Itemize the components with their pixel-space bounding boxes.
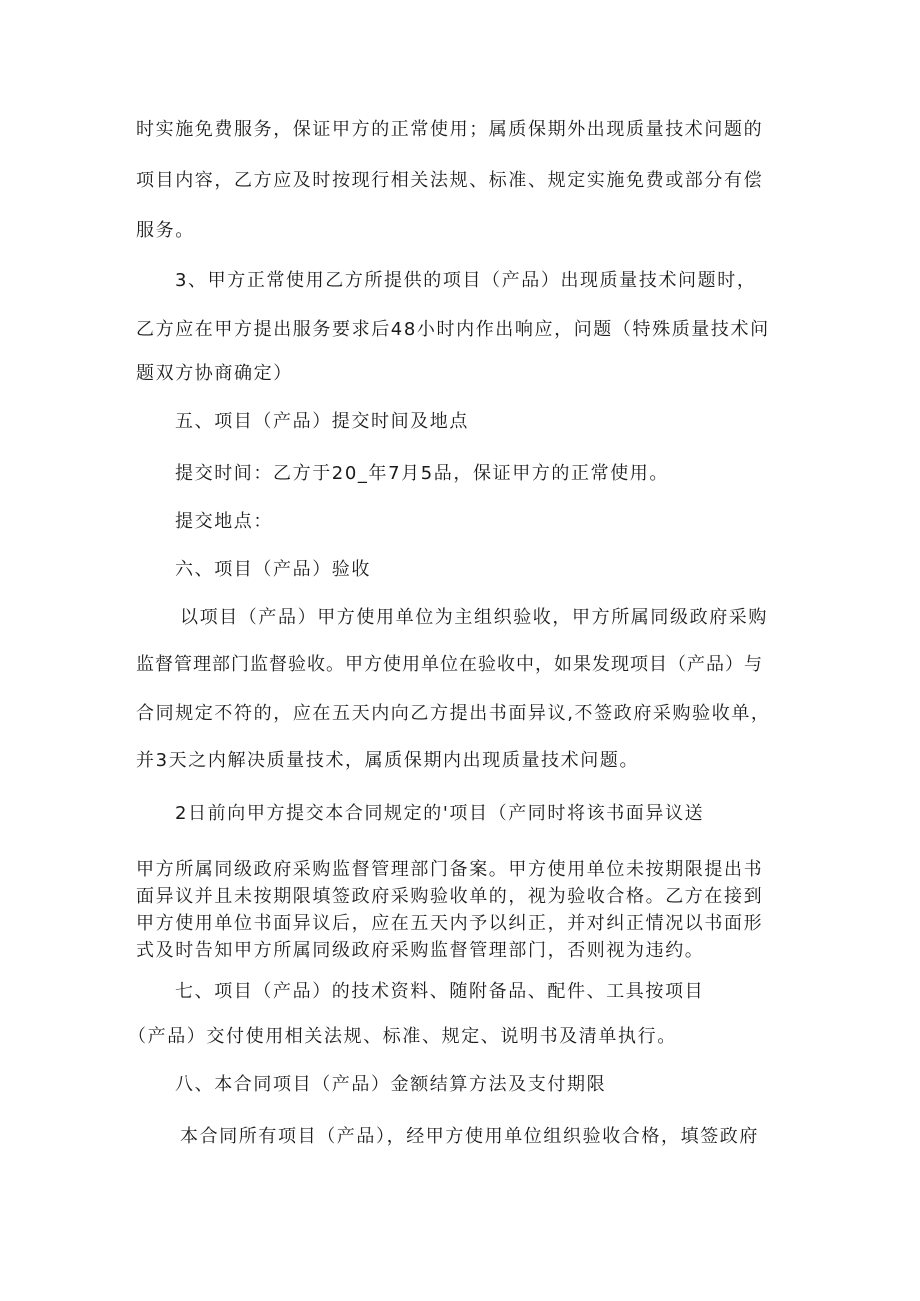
text-line: 并3天之内解决质量技术，属质保期内出现质量技术问题。 <box>136 750 640 771</box>
text-line: 乙方应在甲方提出服务要求后48小时内作出响应，问题（特殊质量技术问 <box>136 319 770 340</box>
text-line: （产品）交付使用相关法规、标准、规定、说明书及清单执行。 <box>128 1026 677 1047</box>
text-line: 时实施免费服务，保证甲方的正常使用；属质保期外出现质量技术问题的 <box>136 119 764 140</box>
text-line: 提交地点： <box>175 511 273 532</box>
section-heading: 六、项目（产品）验收 <box>175 559 371 580</box>
text-line: 监督管理部门监督验收。甲方使用单位在验收中，如果发现项目（产品）与 <box>136 654 763 675</box>
text-line: 式及时告知甲方所属同级政府采购监督管理部门，否则视为违约。 <box>136 940 705 961</box>
text-line: 合同规定不符的，应在五天内向乙方提出书面异议,不签政府采购验收单， <box>136 703 771 724</box>
text-line: 服务。 <box>136 220 195 241</box>
text-line: 以项目（产品）甲方使用单位为主组织验收，甲方所属同级政府采购 <box>180 607 768 628</box>
section-heading: 五、项目（产品）提交时间及地点 <box>175 411 469 432</box>
section-heading: 七、项目（产品）的技术资料、随附备品、配件、工具按项目 <box>175 981 705 1002</box>
text-line: 3、甲方正常使用乙方所提供的项目（产品）出现质量技术问题时， <box>175 270 757 291</box>
text-line: 面异议并且未按期限填签政府采购验收单的，视为验收合格。乙方在接到 <box>136 886 764 907</box>
text-line: 项目内容，乙方应及时按现行相关法规、标准、规定实施免费或部分有偿 <box>136 170 764 191</box>
text-line: 本合同所有项目（产品），经甲方使用单位组织验收合格，填签政府 <box>180 1126 759 1147</box>
text-line: 2日前向甲方提交本合同规定的'项目（产同时将该书面异议送 <box>175 803 705 824</box>
section-heading: 八、本合同项目（产品）金额结算方法及支付期限 <box>175 1074 607 1095</box>
text-line: 提交时间：乙方于20_年7月5品，保证甲方的正常使用。 <box>175 463 670 484</box>
text-line: 甲方使用单位书面异议后，应在五天内予以纠正，并对纠正情况以书面形 <box>136 913 764 934</box>
text-line: 甲方所属同级政府采购监督管理部门备案。甲方使用单位未按期限提出书 <box>136 859 764 880</box>
text-line: 题双方协商确定） <box>136 363 293 384</box>
